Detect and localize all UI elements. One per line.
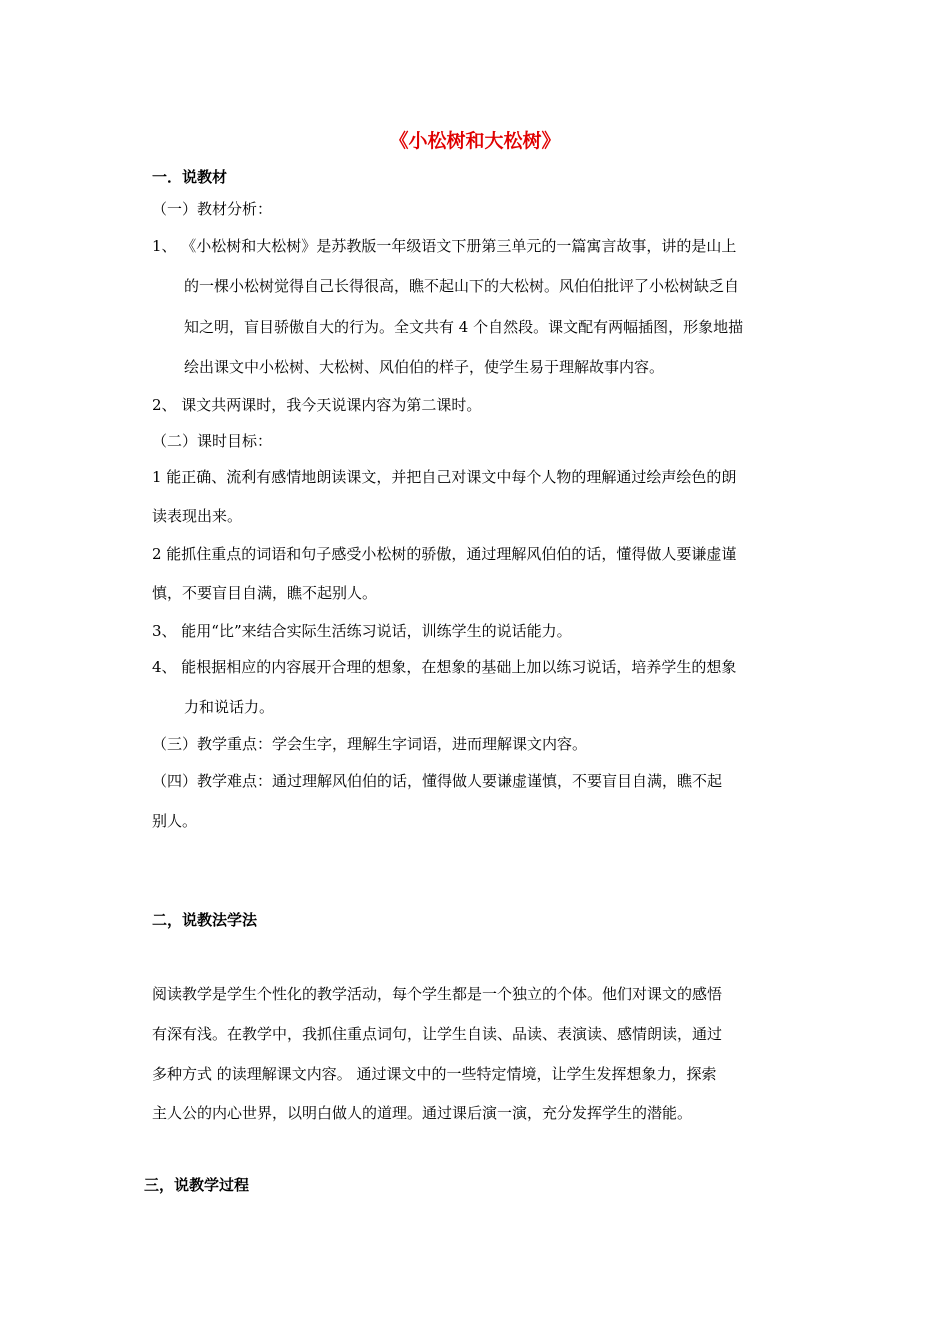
item-1-line-3: 知之明，盲目骄傲自大的行为。全文共有 4 个自然段。课文配有两幅插图，形象地描	[184, 318, 744, 336]
goal-2-line-2: 慎，不要盲目自满，瞧不起别人。	[152, 584, 378, 602]
subheading-goals: （二）课时目标：	[152, 432, 273, 450]
goal-4-line-2: 力和说话力。	[184, 698, 275, 716]
method-para-line-4: 主人公的内心世界，以明白做人的道理。通过课后演一演，充分发挥学生的潜能。	[152, 1104, 693, 1122]
item-1-line-2: 的一棵小松树觉得自己长得很高，瞧不起山下的大松树。风伯伯批评了小松树缺乏自	[184, 277, 740, 295]
teaching-focus: （三）教学重点：学会生字，理解生字词语，进而理解课文内容。	[152, 735, 588, 753]
document-title: 《小松树和大松树》	[389, 130, 561, 152]
method-para-line-3: 多种方式 的读理解课文内容。 通过课文中的一些特定情境，让学生发挥想象力，探索	[152, 1065, 717, 1083]
goal-2-line-1: 2 能抓住重点的词语和句子感受小松树的骄傲，通过理解风伯伯的话，懂得做人要谦虚谨	[152, 545, 737, 563]
item-2: 2、 课文共两课时，我今天说课内容为第二课时。	[152, 396, 482, 414]
goal-3: 3、 能用“比”来结合实际生活练习说话，训练学生的说话能力。	[152, 622, 572, 640]
item-1-line-1: 1、 《小松树和大松树》是苏教版一年级语文下册第三单元的一篇寓言故事，讲的是山上	[152, 237, 737, 255]
teaching-difficulty-line-1: （四）教学难点：通过理解风伯伯的话，懂得做人要谦虚谨慎，不要盲目自满，瞧不起	[152, 772, 723, 790]
section-2-heading: 二，说教法学法	[152, 911, 258, 929]
goal-1-line-1: 1 能正确、流利有感情地朗读课文，并把自己对课文中每个人物的理解通过绘声绘色的朗	[152, 468, 737, 486]
goal-1-line-2: 读表现出来。	[152, 507, 243, 525]
goal-4-line-1: 4、 能根据相应的内容展开合理的想象，在想象的基础上加以练习说话，培养学生的想象	[152, 658, 737, 676]
method-para-line-1: 阅读教学是学生个性化的教学活动，每个学生都是一个独立的个体。他们对课文的感悟	[152, 985, 723, 1003]
section-1-heading: 一．说教材	[152, 168, 228, 186]
section-3-heading: 三，说教学过程	[144, 1176, 250, 1194]
teaching-difficulty-line-2: 别人。	[152, 812, 198, 830]
subheading-analysis: （一）教材分析：	[152, 200, 273, 218]
item-1-line-4: 绘出课文中小松树、大松树、风伯伯的样子，使学生易于理解故事内容。	[184, 358, 665, 376]
method-para-line-2: 有深有浅。在教学中，我抓住重点词句，让学生自读、品读、表演读、感情朗读，通过	[152, 1025, 723, 1043]
